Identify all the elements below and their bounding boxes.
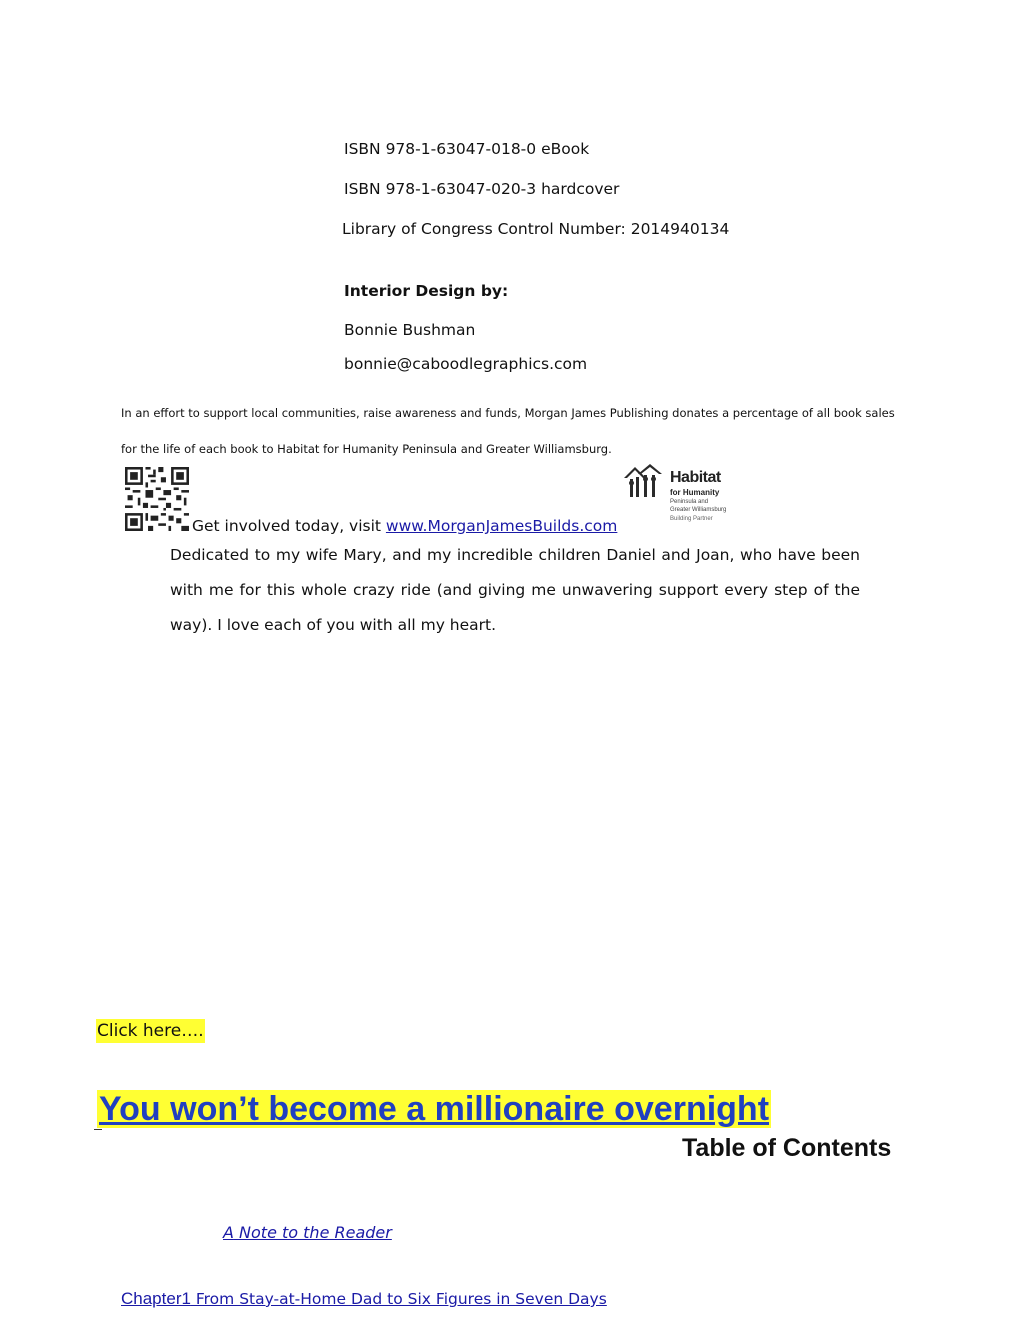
isbn-hardcover: ISBN 978-1-63047-020-3 hardcover — [344, 180, 620, 198]
isbn-ebook: ISBN 978-1-63047-018-0 eBook — [344, 140, 590, 158]
toc-title: Table of Contents — [682, 1134, 892, 1162]
habitat-line5: Building Partner — [670, 516, 713, 522]
toc-entry-note[interactable] — [223, 1223, 392, 1242]
title-underline-stub — [94, 1129, 102, 1130]
notice-line-1: In an effort to support local communities, raise awareness and funds, Morgan James Publishing donates a percentage of all book sales — [121, 406, 895, 420]
qr-code-icon[interactable] — [125, 467, 189, 531]
toc-chapter-title[interactable]: From Stay-at-Home Dad to Six Figures in Seven Days — [190, 1290, 607, 1308]
dedication-paragraph: Dedicated to my wife Mary, and my incredible children Daniel and Joan, who have been with me for this whole crazy ride (and giving me unwavering support every step of the way). I love each of you with all my heart. — [170, 546, 860, 634]
interior-design-label: Interior Design by: — [344, 282, 509, 300]
toc-entry-note-prefix: A — [223, 1223, 234, 1242]
habitat-houses-icon — [624, 464, 668, 504]
get-involved-line — [192, 517, 617, 535]
habitat-logo — [624, 462, 744, 530]
morgan-james-builds-link[interactable]: www.MorganJamesBuilds.com — [385, 517, 618, 535]
designer-name: Bonnie Bushman — [344, 321, 476, 339]
notice-line-2: for the life of each book to Habitat for Humanity Peninsula and Greater Williamsburg. — [121, 442, 612, 456]
promo-title-text: You won’t become a millionaire overnight — [99, 1090, 770, 1128]
habitat-line2: for Humanity — [670, 488, 720, 497]
habitat-line3: Peninsula and — [670, 499, 709, 505]
designer-email: bonnie@caboodlegraphics.com — [344, 355, 588, 373]
habitat-line4: Greater Williamsburg — [670, 507, 727, 513]
get-involved-text: Get involved today, visit — [192, 517, 386, 535]
toc-entry-note-link[interactable]: Note to the Reader — [233, 1223, 392, 1242]
click-here-link[interactable]: Click here…. — [97, 1021, 204, 1041]
promo-title-link[interactable] — [97, 1090, 771, 1129]
lccn: Library of Congress Control Number: 2014940134 — [342, 220, 730, 238]
habitat-word: Habitat — [670, 469, 721, 486]
toc-entry-chapter1[interactable] — [121, 1289, 607, 1309]
toc-chapter-number[interactable]: Chapter1 — [121, 1289, 191, 1308]
